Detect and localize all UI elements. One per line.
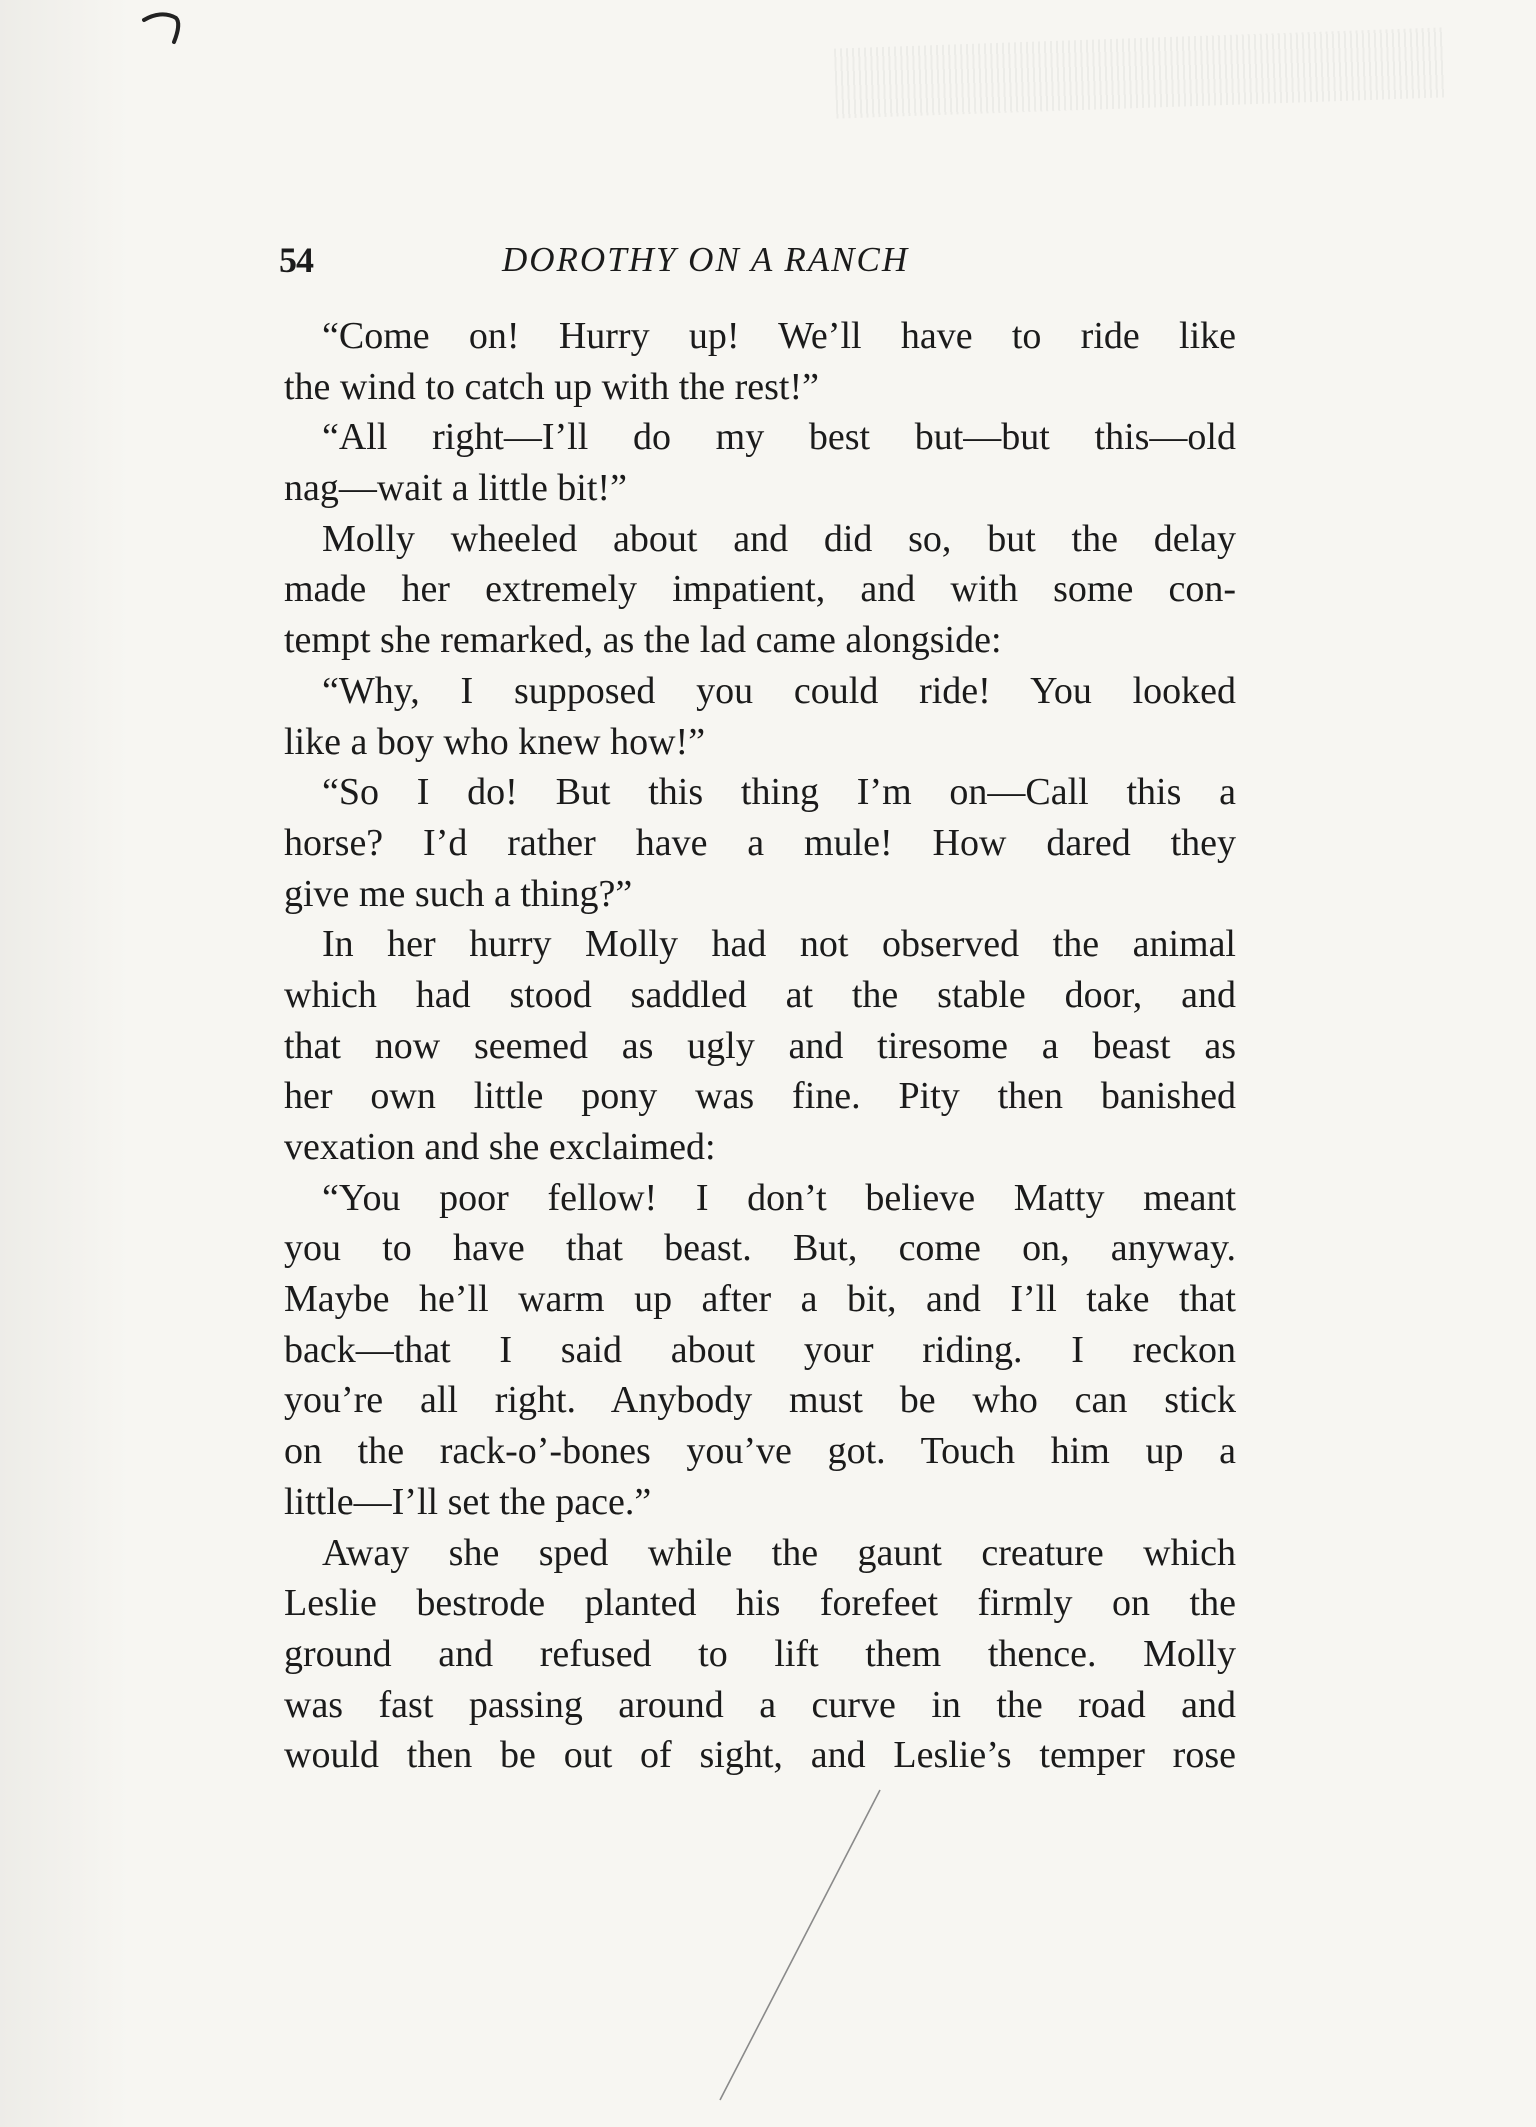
text-line: made her extremely impatient, and with some con- <box>284 568 1236 611</box>
text-line: horse? I’d rather have a mule! How dared they <box>284 821 1236 864</box>
text-line: “So I do! But this thing I’m on—Call this a <box>322 771 1236 814</box>
text-line: vexation and she exclaimed: <box>284 1126 716 1168</box>
text-line: Maybe he’ll warm up after a bit, and I’ll take that <box>284 1278 1236 1321</box>
text-line: like a boy who knew how!” <box>284 720 706 763</box>
text-line: you’re all right. Anybody must be who can stick <box>284 1379 1236 1422</box>
text-line: nag—wait a little bit!” <box>284 467 627 510</box>
text-line: “You poor fellow! I don’t believe Matty meant <box>322 1176 1236 1219</box>
text-line: was fast passing around a curve in the road and <box>284 1683 1236 1726</box>
page-header <box>0 230 1536 290</box>
scan-noise <box>834 27 1446 118</box>
text-line: that now seemed as ugly and tiresome a beast as <box>284 1024 1236 1067</box>
text-line: you to have that beast. But, come on, anyway. <box>284 1227 1236 1270</box>
text-line: Molly wheeled about and did so, but the delay <box>322 517 1236 560</box>
page-number: 54 <box>279 240 313 280</box>
text-line: the wind to catch up with the rest!” <box>284 365 820 408</box>
text-line: Leslie bestrode planted his forefeet firmly on the <box>284 1582 1236 1625</box>
text-line: “All right—I’ll do my best but—but this—old <box>322 416 1236 459</box>
corner-mark-icon <box>140 8 186 50</box>
text-line: Away she sped while the gaunt creature which <box>322 1531 1236 1574</box>
text-line: ground and refused to lift them thence. Molly <box>284 1632 1236 1675</box>
text-line: which had stood saddled at the stable door, and <box>284 973 1236 1016</box>
scan-shadow <box>0 0 130 2127</box>
text-line: would then be out of sight, and Leslie’s temper rose <box>284 1734 1236 1777</box>
text-line: “Why, I supposed you could ride! You looked <box>322 669 1236 712</box>
text-line: on the rack-o’-bones you’ve got. Touch him up a <box>284 1430 1236 1473</box>
running-head: DOROTHY ON A RANCH <box>502 240 910 279</box>
text-line: give me such a thing?” <box>284 872 633 915</box>
text-line: “Come on! Hurry up! We’ll have to ride like <box>322 315 1236 357</box>
text-line: back—that I said about your riding. I reckon <box>284 1328 1236 1371</box>
text-line: her own little pony was fine. Pity then banished <box>284 1075 1236 1118</box>
text-line: In her hurry Molly had not observed the animal <box>322 923 1236 966</box>
body-text <box>284 311 1236 1781</box>
text-line: little—I’ll set the pace.” <box>284 1480 652 1523</box>
stray-pen-mark <box>710 1780 890 2110</box>
text-line: tempt she remarked, as the lad came alongside: <box>284 619 1002 662</box>
